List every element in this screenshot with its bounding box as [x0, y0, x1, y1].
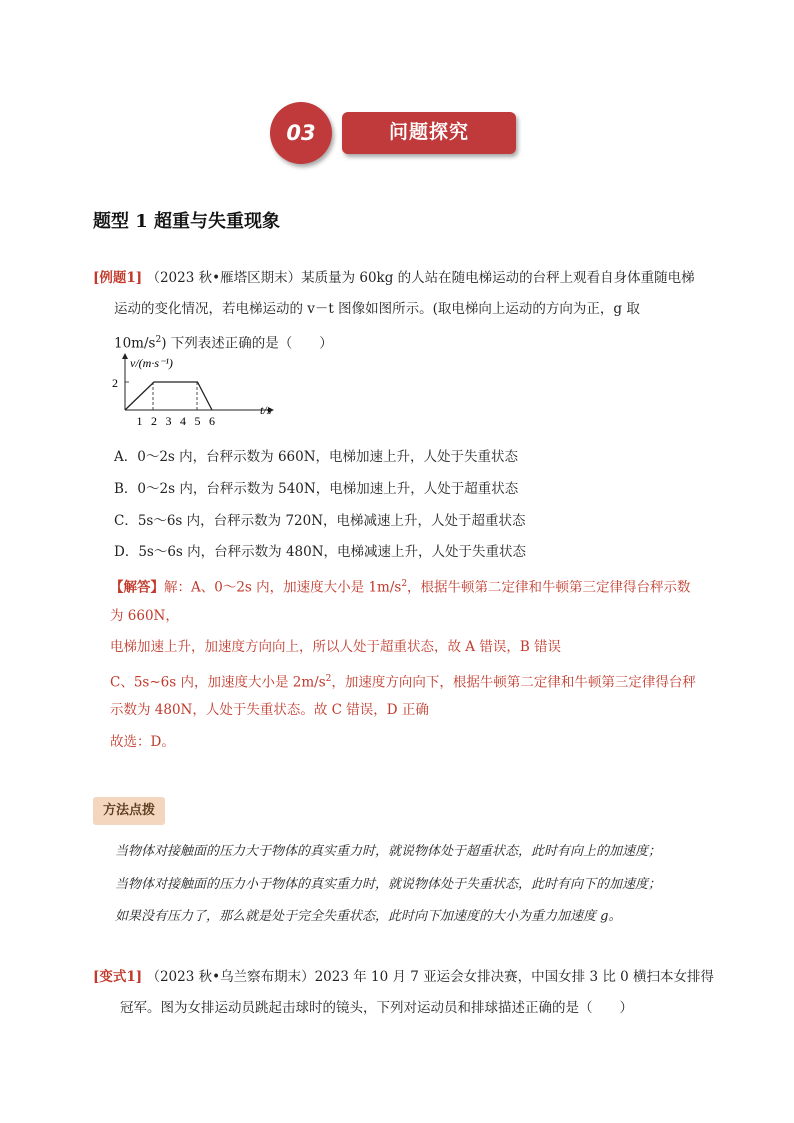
answer-line-1	[110, 574, 691, 598]
x-tick-labels	[137, 414, 216, 428]
method-tag-label: 方法点拨	[102, 803, 155, 818]
option-d: D．5s～6s 内，台秤示数为 480N，电梯减速上升，人处于失重状态	[114, 544, 527, 560]
velocity-series	[125, 382, 212, 410]
x-axis-label: t/s	[260, 403, 272, 417]
option-c: C．5s～6s 内，台秤示数为 720N，电梯减速上升，人处于超重状态	[114, 513, 526, 529]
x-tick-label: 4	[180, 414, 186, 428]
method-line-3: 如果没有压力了，那么就是处于完全失重状态，此时向下加速度的大小为重力加速度 g。	[115, 909, 622, 924]
option-b: B．0～2s 内，台秤示数为 540N，电梯加速上升，人处于超重状态	[114, 481, 519, 497]
answer-line-5: 示数为 480N，人处于失重状态。故 C 错误，D 正确	[110, 702, 429, 718]
section-banner-title: 问题探究	[388, 121, 469, 143]
example-text-1: （2023 秋•雁塔区期末）某质量为 60kg 的人站在随电梯运动的台秤上观看自身体重随电梯	[146, 270, 695, 286]
question-type-title: 题型 1 超重与失重现象	[93, 211, 281, 232]
answer-text-4b: ，加速度方向向下，根据牛顿第二定律和牛顿第三定律得台秤	[331, 674, 696, 691]
answer-sup-2: 2	[325, 674, 332, 684]
example-text-3a: 10m/s	[114, 335, 156, 352]
variant-line-1	[93, 967, 714, 987]
example-sup: 2	[155, 335, 162, 345]
example-tag: [例题1]	[93, 270, 143, 286]
answer-text-1b: ，根据牛顿第二定律和牛顿第三定律得台秤示数	[407, 579, 691, 596]
answer-final: 故选：D。	[110, 734, 175, 750]
example-line-1	[93, 268, 695, 288]
option-a: A．0～2s 内，台秤示数为 660N，电梯加速上升，人处于失重状态	[114, 449, 519, 465]
answer-text-1a: 解：A、0～2s 内，加速度大小是 1m/s	[164, 579, 402, 596]
y-tick-label: 2	[112, 376, 118, 390]
y-axis-label: v/(m·s⁻¹)	[130, 356, 173, 370]
section-number: 03	[286, 121, 316, 145]
answer-text-4a: C、5s~6s 内，加速度大小是 2m/s	[110, 674, 326, 691]
answer-sup-1: 2	[401, 579, 408, 589]
variant-tag: [变式1]	[93, 969, 143, 985]
answer-line-2: 为 660N，	[110, 608, 179, 624]
variant-text-1: （2023 秋•乌兰察布期末）2023 年 10 月 7 亚运会女排决赛，中国女排 3 比 0 横扫本女排得	[146, 969, 715, 985]
x-tick-label: 1	[136, 414, 143, 428]
x-tick-label: 3	[165, 414, 172, 428]
answer-label: 【解答】	[110, 579, 164, 596]
vt-graph	[110, 350, 290, 430]
x-tick-label: 6	[209, 414, 215, 428]
example-line-2: 运动的变化情况，若电梯运动的 v－t 图像如图所示。(取电梯向上运动的方向为正，g 取	[114, 301, 640, 317]
answer-line-3: 电梯加速上升，加速度方向向上，所以人处于超重状态，故 A 错误，B 错误	[110, 639, 562, 655]
answer-line-4	[110, 669, 696, 693]
y-axis-arrow	[122, 353, 128, 359]
variant-line-2: 冠军。图为女排运动员跳起击球时的镜头，下列对运动员和排球描述正确的是（ ）	[120, 1000, 633, 1016]
method-line-1: 当物体对接触面的压力大于物体的真实重力时，就说物体处于超重状态，此时有向上的加速度；	[115, 844, 662, 859]
example-text-3b: ) 下列表述正确的是（ ）	[161, 335, 333, 352]
x-tick-label: 5	[194, 414, 201, 428]
x-tick-label: 2	[151, 414, 157, 428]
method-line-2: 当物体对接触面的压力小于物体的真实重力时，就说物体处于失重状态，此时有向下的加速度；	[115, 877, 662, 892]
